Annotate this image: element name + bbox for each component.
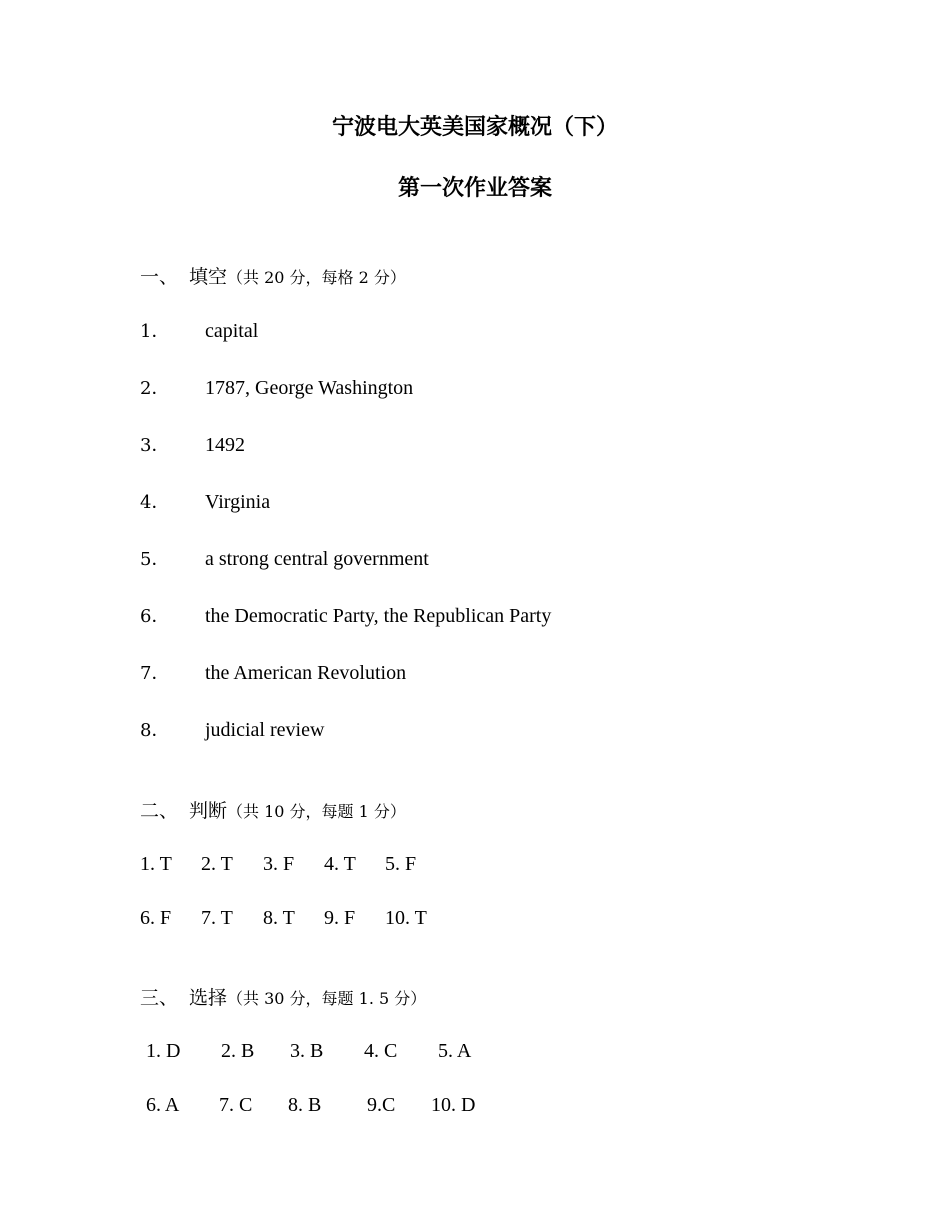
answer-item: 7. C [219, 1094, 253, 1116]
document-title: 宁波电大英美国家概况（下） [331, 115, 618, 140]
section-note: （共 10 分，每题 1 分） [227, 802, 406, 821]
section-heading-multiple-choice [140, 985, 426, 1012]
item-answer: a strong central government [205, 548, 429, 570]
document-subtitle: 第一次作业答案 [397, 176, 552, 201]
item-number: 8． [140, 720, 170, 741]
answer-item: 2. T [201, 853, 233, 875]
section-title: 填空 [189, 266, 228, 288]
section-number: 二、 [140, 800, 179, 822]
answer-item: 5. A [438, 1040, 472, 1062]
answer-item: 9. F [324, 907, 356, 929]
answer-item: 6. F [140, 907, 172, 929]
list-item [140, 318, 258, 345]
item-number: 4． [140, 492, 170, 513]
item-answer: 1492 [205, 434, 245, 456]
item-number: 3． [140, 435, 170, 456]
answer-item: 10. D [431, 1094, 476, 1116]
answer-item: 10. T [385, 907, 427, 929]
section-title: 判断 [189, 800, 228, 822]
item-answer: the Democratic Party, the Republican Party [205, 605, 552, 627]
answer-row [0, 1092, 950, 1118]
section-number: 三、 [140, 987, 179, 1009]
item-number: 7． [140, 663, 170, 684]
item-answer: capital [205, 320, 259, 342]
section-note: （共 30 分，每题 1. 5 分） [227, 989, 427, 1008]
answer-item: 4. C [364, 1040, 398, 1062]
list-item [140, 603, 551, 630]
answer-item: 1. D [146, 1040, 181, 1062]
answer-item: 5. F [385, 853, 417, 875]
list-item [140, 375, 413, 402]
answer-row [0, 851, 950, 877]
section-title: 选择 [189, 987, 228, 1009]
list-item [140, 717, 324, 744]
answer-row [0, 1038, 950, 1064]
answer-item: 6. A [146, 1094, 180, 1116]
answer-item: 8. T [263, 907, 295, 929]
answer-item: 3. F [263, 853, 295, 875]
answer-item: 7. T [201, 907, 233, 929]
answer-item: 3. B [290, 1040, 324, 1062]
item-number: 1． [140, 321, 170, 342]
item-answer: the American Revolution [205, 662, 407, 684]
section-note: （共 20 分，每格 2 分） [227, 268, 406, 287]
section-heading-true-false [140, 798, 406, 825]
answer-item: 2. B [221, 1040, 255, 1062]
item-answer: judicial review [205, 719, 325, 741]
list-item [140, 660, 406, 687]
item-number: 2． [140, 378, 170, 399]
item-number: 5． [140, 549, 170, 570]
list-item [140, 546, 429, 573]
section-number: 一、 [140, 266, 179, 288]
list-item [140, 489, 270, 516]
answer-row [0, 905, 950, 931]
answer-item: 9.C [367, 1094, 396, 1116]
answer-item: 1. T [140, 853, 172, 875]
list-item [140, 432, 245, 459]
answer-item: 4. T [324, 853, 356, 875]
section-heading-fill-blank [140, 264, 406, 291]
item-answer: Virginia [205, 491, 271, 513]
item-number: 6． [140, 606, 170, 627]
answer-item: 8. B [288, 1094, 322, 1116]
item-answer: 1787, George Washington [205, 377, 414, 399]
